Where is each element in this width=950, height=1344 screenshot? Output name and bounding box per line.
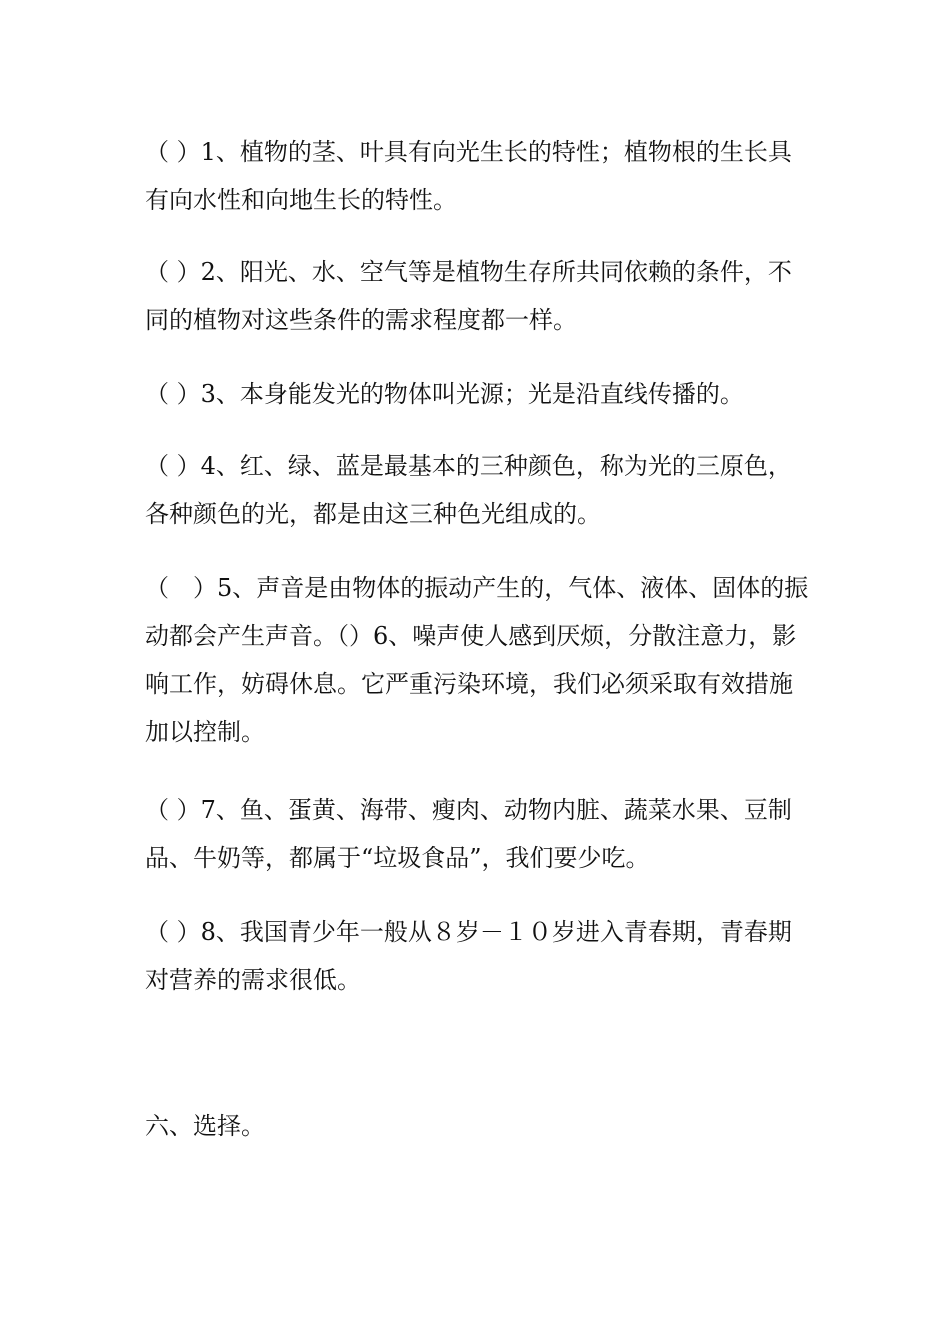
question-7: （ ）7、鱼、蛋黄、海带、瘦肉、动物内脏、蔬菜水果、豆制品、牛奶等，都属于“垃圾食品”，我们要少吃。 [145,796,792,872]
question-8: （ ）8、我国青少年一般从８岁－１０岁进入青春期，青春期对营养的需求很低。 [145,918,792,994]
question-5-6: （ ）5、声音是由物体的振动产生的，气体、液体、固体的振动都会产生声音。（）6、噪声使人感到厌烦，分散注意力，影响工作，妨碍休息。它严重污染环境，我们必须采取有效措施加以控制。 [145,574,809,746]
question-2: （ ）2、阳光、水、空气等是植物生存所共同依赖的条件，不同的植物对这些条件的需求程度都一样。 [145,258,792,334]
question-1: （ ）1、植物的茎、叶具有向光生长的特性；植物根的生长具有向水性和向地生长的特性。 [145,138,792,214]
section-heading: 六、选择。 [145,1112,265,1140]
question-3: （ ）3、本身能发光的物体叫光源；光是沿直线传播的。 [145,380,744,408]
question-4: （ ）4、红、绿、蓝是最基本的三种颜色，称为光的三原色，各种颜色的光，都是由这三种色光组成的。 [145,452,792,528]
